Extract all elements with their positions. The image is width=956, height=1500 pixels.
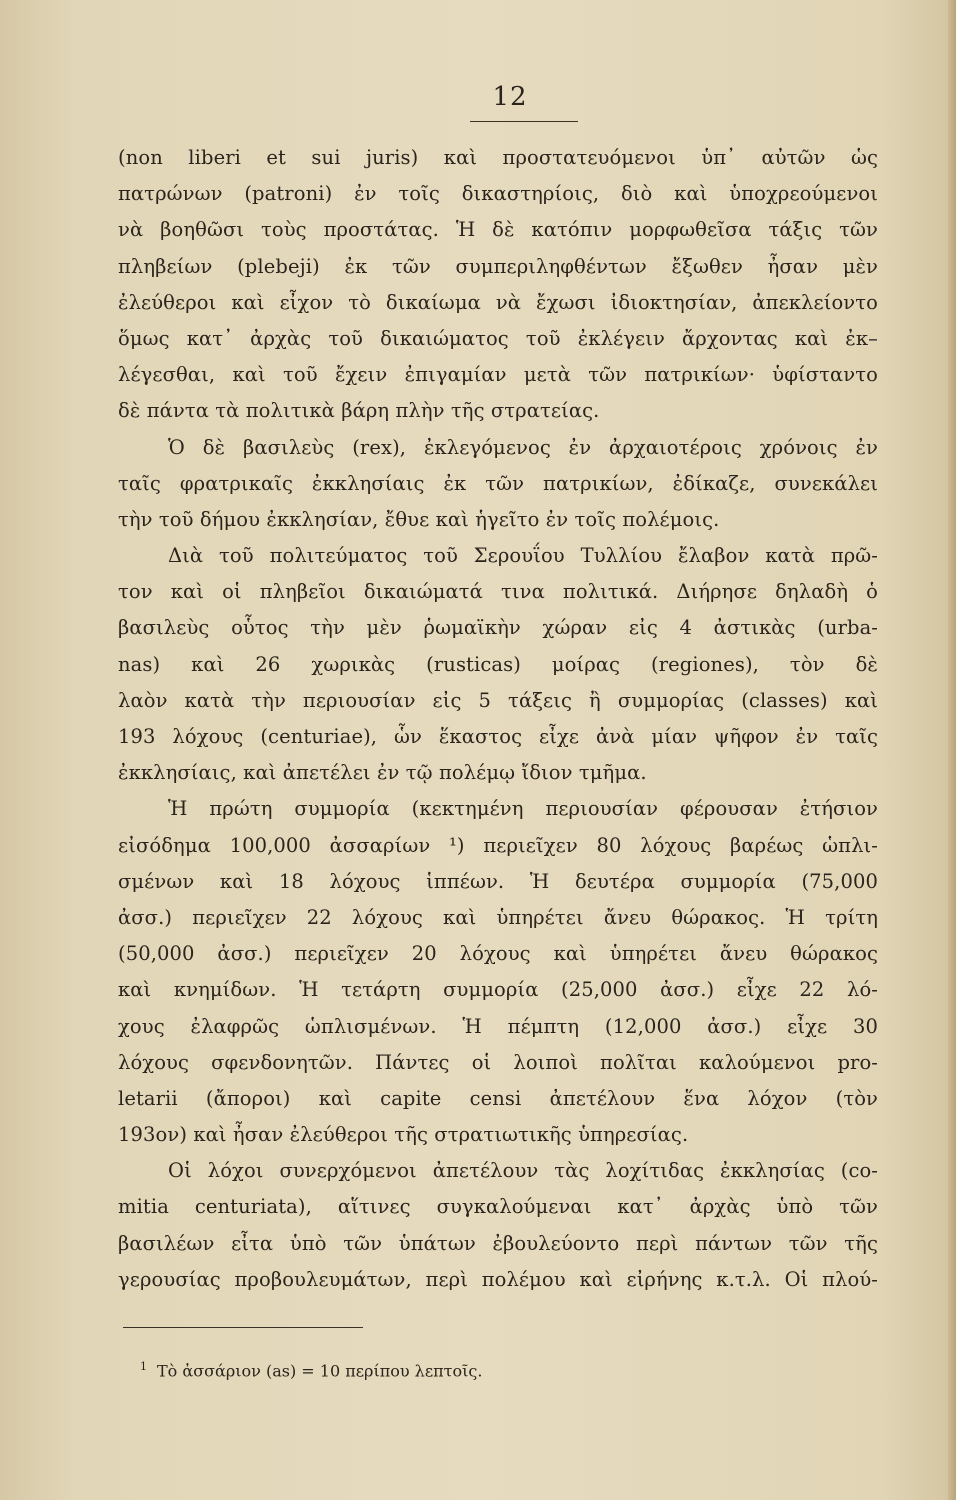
text-line: Διὰ τοῦ πολιτεύματος τοῦ Σερουΐου Τυλλίου ἔλαβον κατὰ πρῶ- [168,544,878,568]
text-line: λόχους σφενδονητῶν. Πάντες οἱ λοιποὶ πολῖται καλούμενοι pro- [118,1050,878,1074]
text-line: νὰ βοηθῶσι τοὺς προστάτας. Ἡ δὲ κατόπιν μορφωθεῖσα τάξις τῶν [118,218,878,242]
text-line: 193ον) καὶ ἦσαν ἐλεύθεροι τῆς στρατιωτικῆς ὑπηρεσίας. [118,1123,689,1147]
text-line: Ὁ δὲ βασιλεὺς (rex), ἐκλεγόμενος ἐν ἀρχαιοτέροις χρόνοις ἐν [168,435,878,459]
footnote-marker: 1 [140,1360,147,1373]
footnote-text: Τὸ ἀσσάριον (as) = 10 περίπου λεπτοῖς. [157,1361,483,1381]
text-line: letarii (ἄποροι) καὶ capite censi ἀπετέλουν ἕνα λόχον (τὸν [118,1086,878,1110]
text-line: βασιλεὺς οὗτος τὴν μὲν ῥωμαϊκὴν χώραν εἰς 4 ἀστικὰς (urba- [118,616,878,640]
footnote-rule [123,1327,363,1328]
page-spine-edge [948,0,956,1500]
text-line: γερουσίας προβουλευμάτων, περὶ πολέμου καὶ εἰρήνης κ.τ.λ. Οἱ πλού- [118,1267,878,1291]
text-line: (non liberi et sui juris) καὶ προστατευόμενοι ὑπ᾽ αὐτῶν ὡς [118,146,878,169]
text-line: εἰσόδημα 100,000 ἀσσαρίων ¹) περιεῖχεν 80 λόχους βαρέως ὡπλι- [118,833,878,857]
text-line: nas) καὶ 26 χωρικὰς (rusticas) μοίρας (regiones), τὸν δὲ [118,652,878,676]
text-line: βασιλέων εἶτα ὑπὸ τῶν ὑπάτων ἐβουλεύοντο περὶ πάντων τῶν τῆς [118,1231,878,1255]
text-line: Οἱ λόχοι συνερχόμενοι ἀπετέλουν τὰς λοχίτιδας ἐκκλησίας (co- [168,1159,878,1183]
text-line: mitia centuriata), αἵτινες συγκαλούμεναι κατ᾽ ἀρχὰς ὑπὸ τῶν [118,1195,878,1219]
text-line: λέγεσθαι, καὶ τοῦ ἔχειν ἐπιγαμίαν μετὰ τῶν πατρικίων· ὑφίσταντο [118,363,878,387]
footnote [140,1360,482,1380]
text-line: δὲ πάντα τὰ πολιτικὰ βάρη πλὴν τῆς στρατείας. [118,399,600,423]
text-line: Ἡ πρώτη συμμορία (κεκτημένη περιουσίαν φέρουσαν ἐτήσιον [168,797,878,821]
text-line: τὴν τοῦ δήμου ἐκκλησίαν, ἔθυε καὶ ἡγεῖτο ἐν τοῖς πολέμοις. [118,507,720,531]
text-line: ὅμως κατ᾽ ἀρχὰς τοῦ δικαιώματος τοῦ ἐκλέγειν ἄρχοντας καὶ ἐκ– [118,326,878,350]
text-line: σμένων καὶ 18 λόχους ἱππέων. Ἡ δευτέρα συμμορία (75,000 [118,869,878,893]
text-line: ταῖς φρατρικαῖς ἐκκλησίαις ἐκ τῶν πατρικίων, ἐδίκαζε, συνεκάλει [118,471,878,495]
body-text [118,140,878,1298]
text-line: πατρώνων (patroni) ἐν τοῖς δικαστηρίοις, διὸ καὶ ὑποχρεούμενοι [118,182,878,206]
text-line: ἐλεύθεροι καὶ εἶχον τὸ δικαίωμα νὰ ἔχωσι ἰδιοκτησίαν, ἀπεκλείοντο [118,290,878,314]
header-rule [470,121,578,122]
text-line: ἐκκλησίαις, καὶ ἀπετέλει ἐν τῷ πολέμῳ ἴδιον τμῆμα. [118,761,647,785]
text-line: καὶ κνημίδων. Ἡ τετάρτη συμμορία (25,000 ἀσσ.) εἶχε 22 λό- [118,978,878,1002]
text-line: πληβείων (plebeji) ἐκ τῶν συμπεριληφθέντων ἔξωθεν ἦσαν μὲν [118,254,878,278]
text-line: λαὸν κατὰ τὴν περιουσίαν εἰς 5 τάξεις ἢ συμμορίας (classes) καὶ [118,688,878,712]
text-line: χους ἐλαφρῶς ὡπλισμένων. Ἡ πέμπτη (12,000 ἀσσ.) εἶχε 30 [118,1014,878,1038]
text-line: 193 λόχους (centuriae), ὧν ἕκαστος εἶχε ἀνὰ μίαν ψῆφον ἐν ταῖς [118,725,878,748]
page-number: 12 [492,82,528,112]
text-line: (50,000 ἀσσ.) περιεῖχεν 20 λόχους καὶ ὑπηρέτει ἄνευ θώρακος [118,942,878,966]
text-line: ἀσσ.) περιεῖχεν 22 λόχους καὶ ὑπηρέτει ἄνευ θώρακος. Ἡ τρίτη [118,905,878,929]
text-line: τον καὶ οἱ πληβεῖοι δικαιώματά τινα πολιτικά. Διήρησε δηλαδὴ ὁ [118,580,878,604]
